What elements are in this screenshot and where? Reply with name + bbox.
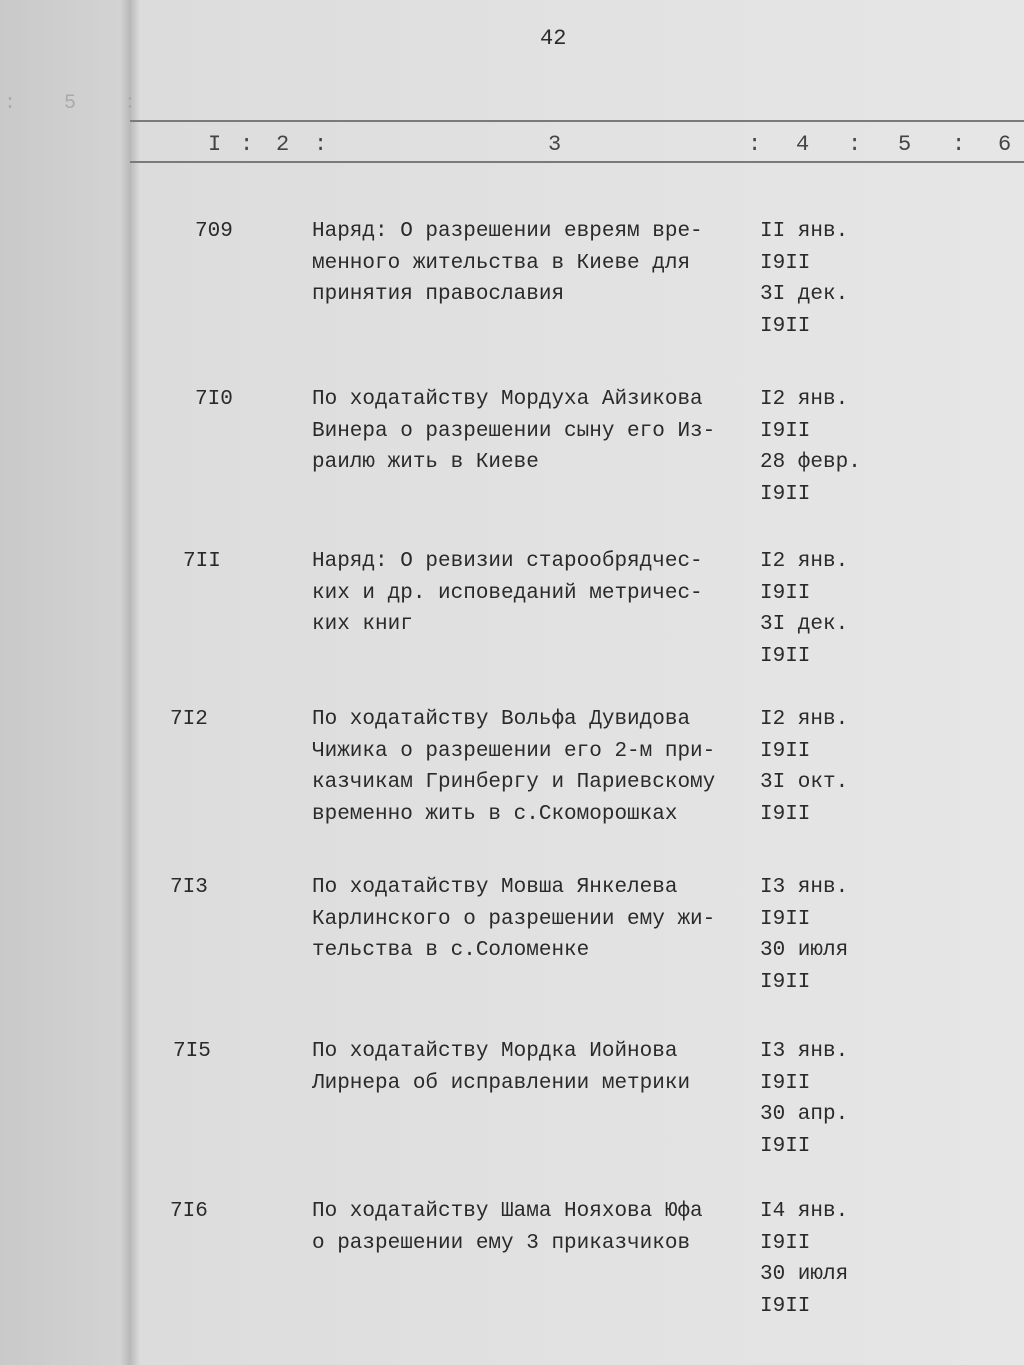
description-line: Наряд: О ревизии старообрядчес- <box>312 550 703 573</box>
description-line: менного жительства в Киеве для <box>312 251 691 275</box>
date-line: 3I дек. <box>760 613 849 636</box>
entry-number: 7I0 <box>195 388 233 411</box>
column-separator: : <box>748 132 762 157</box>
date-line: I3 янв. <box>760 876 849 899</box>
entry-number: 7I3 <box>170 876 208 899</box>
date-line: I9II <box>760 251 811 275</box>
entry-description <box>312 384 715 479</box>
entry-number: 709 <box>195 220 233 243</box>
date-line: I9II <box>760 1231 811 1255</box>
entry-dates <box>760 872 848 998</box>
date-line: II янв. <box>760 220 849 243</box>
date-line: I9II <box>760 644 811 668</box>
description-line: Карлинского о разрешении ему жи- <box>312 907 716 931</box>
date-line: I9II <box>760 482 811 506</box>
description-line: временно жить в с.Скоморошках <box>312 802 678 826</box>
page-number: 42 <box>540 26 567 51</box>
date-line: I2 янв. <box>760 388 849 411</box>
date-line: I9II <box>760 1134 811 1158</box>
entry-dates <box>760 1036 848 1162</box>
date-line: 30 июля <box>760 939 849 962</box>
column-separator: : <box>848 132 862 157</box>
header-rule-top <box>130 120 1024 122</box>
column-header-6: 6 <box>998 132 1012 157</box>
date-line: I9II <box>760 419 811 443</box>
description-line: ких книг <box>312 613 413 636</box>
column-separator: : <box>952 132 966 157</box>
date-line: I2 янв. <box>760 708 849 731</box>
date-line: 3I окт. <box>760 771 849 794</box>
date-line: I2 янв. <box>760 550 849 573</box>
column-header-4: 4 <box>796 132 810 157</box>
entry-number: 7II <box>183 550 221 573</box>
entry-number: 7I2 <box>170 708 208 731</box>
column-header-2: 2 <box>276 132 290 157</box>
description-line: Винера о разрешении сыну его Из- <box>312 419 716 443</box>
description-line: По ходатайству Мовша Янкелева <box>312 876 678 899</box>
date-line: 3I дек. <box>760 283 849 306</box>
entry-description <box>312 872 715 967</box>
date-line: I9II <box>760 802 811 826</box>
date-line: I9II <box>760 970 811 994</box>
entry-dates <box>760 704 848 830</box>
entry-description <box>312 216 703 311</box>
description-line: тельства в с.Соломенке <box>312 939 590 962</box>
date-line: 28 февр. <box>760 451 861 474</box>
description-line: принятия православия <box>312 283 565 306</box>
column-header-3: 3 <box>548 132 562 157</box>
date-line: I9II <box>760 1071 811 1095</box>
entry-description <box>312 1036 690 1099</box>
description-line: По ходатайству Шама Нояхова Юфа <box>312 1200 703 1223</box>
date-line: I3 янв. <box>760 1040 849 1063</box>
date-line: 30 июля <box>760 1263 849 1286</box>
date-line: I9II <box>760 907 811 931</box>
description-line: ких и др. исповеданий метричес- <box>312 581 703 605</box>
entry-description <box>312 1196 703 1259</box>
date-line: I4 янв. <box>760 1200 849 1223</box>
header-rule-bottom <box>130 161 1024 163</box>
description-line: По ходатайству Мордуха Айзикова <box>312 388 703 411</box>
entry-number: 7I6 <box>170 1200 208 1223</box>
date-line: I9II <box>760 739 811 763</box>
description-line: По ходатайству Вольфа Дувидова <box>312 708 691 731</box>
date-line: I9II <box>760 1294 811 1318</box>
adjacent-page-marks: : 5 : <box>4 92 155 115</box>
entry-number: 7I5 <box>173 1040 211 1063</box>
description-line: раилю жить в Киеве <box>312 451 539 474</box>
date-line: 30 апр. <box>760 1103 849 1126</box>
column-header-5: 5 <box>898 132 912 157</box>
description-line: Чижика о разрешении его 2-м при- <box>312 739 716 763</box>
entry-dates <box>760 1196 848 1322</box>
column-separator: : <box>314 132 328 157</box>
entry-dates <box>760 546 848 672</box>
column-header-1: I <box>208 132 222 157</box>
column-separator: : <box>240 132 254 157</box>
entry-dates <box>760 216 848 342</box>
date-line: I9II <box>760 314 811 338</box>
description-line: казчикам Гринбергу и Париевскому <box>312 771 716 794</box>
description-line: о разрешении ему 3 приказчиков <box>312 1231 691 1255</box>
entry-dates <box>760 384 861 510</box>
entry-description <box>312 704 715 830</box>
description-line: Лирнера об исправлении метрики <box>312 1071 691 1095</box>
entry-description <box>312 546 703 641</box>
date-line: I9II <box>760 581 811 605</box>
description-line: По ходатайству Мордка Иойнова <box>312 1040 678 1063</box>
description-line: Наряд: О разрешении евреям вре- <box>312 220 703 243</box>
